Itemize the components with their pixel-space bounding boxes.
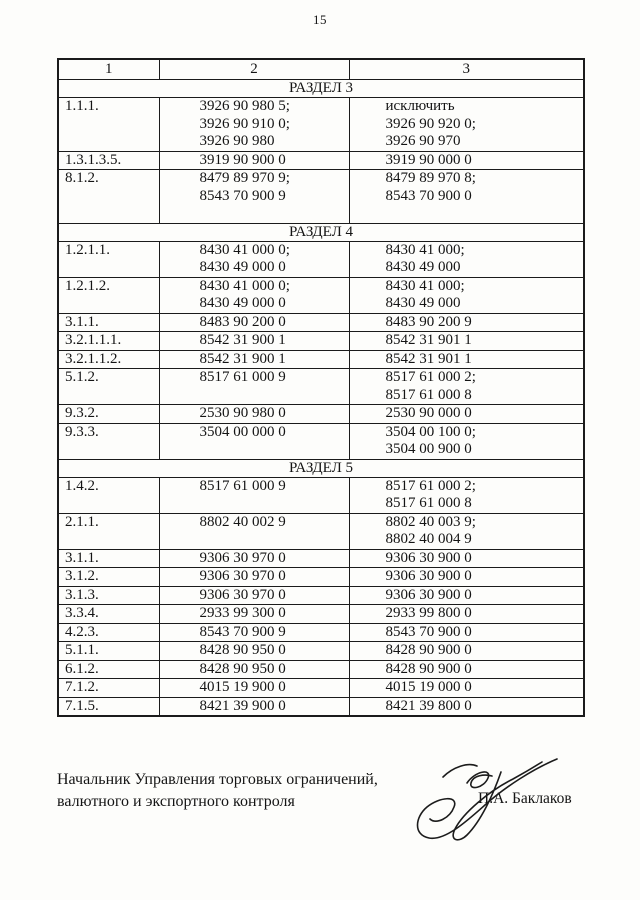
code-line: 8517 61 000 2; bbox=[385, 477, 476, 494]
code-line: 8428 90 950 0 bbox=[199, 642, 286, 658]
section-label: РАЗДЕЛ 3 bbox=[58, 80, 584, 98]
section-row bbox=[58, 223, 584, 241]
code-line: 8430 49 000 0 bbox=[199, 295, 286, 311]
code-line: 8428 90 900 0 bbox=[385, 642, 472, 658]
old-codes-cell bbox=[159, 170, 349, 224]
old-codes-cell bbox=[159, 605, 349, 624]
codes-table bbox=[57, 58, 585, 717]
code-line: 8542 31 900 1 bbox=[199, 332, 286, 348]
old-codes-cell bbox=[159, 98, 349, 152]
code-line: 4015 19 900 0 bbox=[199, 679, 286, 695]
new-codes-cell bbox=[349, 623, 584, 642]
table-header bbox=[58, 59, 584, 80]
new-codes-cell bbox=[349, 241, 584, 277]
row-code-cell: 3.1.1. bbox=[58, 549, 159, 568]
old-codes-cell bbox=[159, 549, 349, 568]
code-line: 3919 90 900 0 bbox=[199, 151, 286, 168]
table-row bbox=[58, 369, 584, 405]
row-code-cell: 3.1.3. bbox=[58, 586, 159, 605]
code-line bbox=[200, 205, 349, 223]
code-line: 8543 70 900 9 bbox=[199, 623, 286, 640]
row-code-cell: 3.3.4. bbox=[58, 605, 159, 624]
code-line: 8517 61 000 2; bbox=[385, 369, 476, 385]
code-line: 8543 70 900 0 bbox=[385, 187, 472, 204]
code-line: 8542 31 900 1 bbox=[199, 350, 286, 367]
table-row bbox=[58, 586, 584, 605]
code-line: 8421 39 900 0 bbox=[199, 697, 286, 714]
row-code-cell: 1.4.2. bbox=[58, 477, 159, 513]
row-code-cell: 2.1.1. bbox=[58, 513, 159, 549]
code-line: 8543 70 900 0 bbox=[385, 623, 472, 640]
code-line: 3926 90 970 bbox=[385, 133, 461, 149]
table-row bbox=[58, 697, 584, 716]
table-row bbox=[58, 513, 584, 549]
old-codes-cell bbox=[159, 369, 349, 405]
old-codes-cell bbox=[159, 423, 349, 459]
table-header-row bbox=[58, 59, 584, 80]
table-body bbox=[58, 80, 584, 717]
table-row bbox=[58, 151, 584, 170]
code-line: 2530 90 980 0 bbox=[199, 405, 286, 421]
row-code-cell: 3.2.1.1.1. bbox=[58, 332, 159, 351]
code-line: 3504 00 900 0 bbox=[385, 441, 472, 457]
page-number: 15 bbox=[313, 12, 327, 27]
code-line: 3919 90 000 0 bbox=[385, 151, 472, 168]
code-line: 9306 30 900 0 bbox=[385, 586, 472, 603]
row-code-cell: 7.1.2. bbox=[58, 679, 159, 698]
code-line: 3926 90 910 0; bbox=[199, 115, 290, 132]
row-code-cell: 5.1.1. bbox=[58, 642, 159, 661]
row-code-cell: 1.2.1.1. bbox=[58, 241, 159, 277]
new-codes-cell bbox=[349, 313, 584, 332]
code-line: 8517 61 000 8 bbox=[385, 495, 472, 511]
old-codes-cell bbox=[159, 642, 349, 661]
code-line: 8430 49 000 0 bbox=[199, 259, 286, 275]
code-line: 3926 90 920 0; bbox=[385, 115, 476, 132]
code-line: 9306 30 900 0 bbox=[385, 549, 472, 566]
code-line: 9306 30 900 0 bbox=[385, 568, 472, 584]
code-line: 9306 30 970 0 bbox=[199, 568, 286, 584]
row-code-cell: 6.1.2. bbox=[58, 660, 159, 679]
code-line: 3504 00 100 0; bbox=[385, 423, 476, 440]
new-codes-cell bbox=[349, 98, 584, 152]
code-line: 8542 31 901 1 bbox=[385, 332, 472, 348]
signature-block-title bbox=[57, 769, 417, 813]
code-line: 8479 89 970 8; bbox=[385, 170, 476, 186]
table-row bbox=[58, 313, 584, 332]
table-row bbox=[58, 679, 584, 698]
code-line: 8430 41 000 0; bbox=[199, 241, 290, 258]
new-codes-cell bbox=[349, 549, 584, 568]
table-row bbox=[58, 660, 584, 679]
code-line: 3926 90 980 5; bbox=[199, 98, 290, 114]
new-codes-cell bbox=[349, 277, 584, 313]
code-line: 8542 31 901 1 bbox=[385, 350, 472, 367]
row-code-cell: 9.3.2. bbox=[58, 405, 159, 424]
code-line: 2933 99 800 0 bbox=[385, 605, 472, 621]
signature-title-line1: Начальник Управления торговых ограничений, bbox=[57, 771, 378, 788]
old-codes-cell bbox=[159, 332, 349, 351]
row-code-cell: 4.2.3. bbox=[58, 623, 159, 642]
row-code-cell: 7.1.5. bbox=[58, 697, 159, 716]
code-line: 8428 90 950 0 bbox=[199, 660, 286, 677]
old-codes-cell bbox=[159, 350, 349, 369]
code-line: 8428 90 900 0 bbox=[385, 660, 472, 677]
new-codes-cell bbox=[349, 170, 584, 224]
table-row bbox=[58, 605, 584, 624]
signature-title-line2: валютного и экспортного контроля bbox=[57, 793, 295, 810]
old-codes-cell bbox=[159, 623, 349, 642]
column-header-3: 3 bbox=[349, 59, 584, 80]
old-codes-cell bbox=[159, 586, 349, 605]
row-code-cell: 3.1.1. bbox=[58, 313, 159, 332]
code-line: 9306 30 970 0 bbox=[199, 549, 286, 566]
row-code-cell: 1.2.1.2. bbox=[58, 277, 159, 313]
table-row bbox=[58, 98, 584, 152]
code-line: 8430 41 000; bbox=[385, 277, 465, 294]
new-codes-cell bbox=[349, 605, 584, 624]
old-codes-cell bbox=[159, 513, 349, 549]
section-label: РАЗДЕЛ 5 bbox=[58, 459, 584, 477]
code-line: 8430 49 000 bbox=[385, 295, 461, 311]
table-row bbox=[58, 332, 584, 351]
column-header-1: 1 bbox=[58, 59, 159, 80]
table-row bbox=[58, 623, 584, 642]
new-codes-cell bbox=[349, 568, 584, 587]
old-codes-cell bbox=[159, 660, 349, 679]
column-header-2: 2 bbox=[159, 59, 349, 80]
code-line: 8430 49 000 bbox=[385, 259, 461, 275]
code-line: 8802 40 002 9 bbox=[199, 513, 286, 530]
code-line: 4015 19 000 0 bbox=[385, 679, 472, 695]
code-line: 8483 90 200 9 bbox=[385, 313, 472, 330]
old-codes-cell bbox=[159, 405, 349, 424]
row-code-cell: 1.1.1. bbox=[58, 98, 159, 152]
new-codes-cell bbox=[349, 477, 584, 513]
code-line bbox=[386, 205, 584, 223]
new-codes-cell bbox=[349, 350, 584, 369]
row-code-cell: 3.1.2. bbox=[58, 568, 159, 587]
code-line: 8543 70 900 9 bbox=[199, 187, 286, 204]
section-row bbox=[58, 80, 584, 98]
old-codes-cell bbox=[159, 477, 349, 513]
code-line: 3504 00 000 0 bbox=[199, 423, 286, 440]
row-code-cell: 8.1.2. bbox=[58, 170, 159, 224]
signer-name: П.А. Баклаков bbox=[478, 790, 572, 807]
new-codes-cell bbox=[349, 405, 584, 424]
table-row bbox=[58, 642, 584, 661]
table-row bbox=[58, 277, 584, 313]
signature-scribble-icon bbox=[405, 747, 570, 852]
code-line: 8421 39 800 0 bbox=[385, 697, 472, 714]
code-line: 8430 41 000; bbox=[385, 241, 465, 258]
code-line: 8517 61 000 8 bbox=[385, 386, 472, 403]
new-codes-cell bbox=[349, 642, 584, 661]
new-codes-cell bbox=[349, 423, 584, 459]
row-code-cell: 3.2.1.1.2. bbox=[58, 350, 159, 369]
code-line: исключить bbox=[385, 98, 455, 114]
new-codes-cell bbox=[349, 332, 584, 351]
code-line: 8517 61 000 9 bbox=[199, 369, 286, 385]
new-codes-cell bbox=[349, 369, 584, 405]
new-codes-cell bbox=[349, 697, 584, 716]
new-codes-cell bbox=[349, 586, 584, 605]
new-codes-cell bbox=[349, 151, 584, 170]
new-codes-cell bbox=[349, 679, 584, 698]
section-label: РАЗДЕЛ 4 bbox=[58, 223, 584, 241]
old-codes-cell bbox=[159, 313, 349, 332]
table-row bbox=[58, 170, 584, 224]
row-code-cell: 9.3.3. bbox=[58, 423, 159, 459]
new-codes-cell bbox=[349, 660, 584, 679]
table-row bbox=[58, 241, 584, 277]
old-codes-cell bbox=[159, 697, 349, 716]
code-line: 8479 89 970 9; bbox=[199, 170, 290, 186]
old-codes-cell bbox=[159, 151, 349, 170]
table-row bbox=[58, 568, 584, 587]
old-codes-cell bbox=[159, 679, 349, 698]
code-line: 8483 90 200 0 bbox=[199, 313, 286, 330]
code-line: 2530 90 000 0 bbox=[385, 405, 472, 421]
table-row bbox=[58, 405, 584, 424]
table-row bbox=[58, 350, 584, 369]
table-row bbox=[58, 423, 584, 459]
code-line: 2933 99 300 0 bbox=[199, 605, 286, 621]
table-row bbox=[58, 549, 584, 568]
new-codes-cell bbox=[349, 513, 584, 549]
section-row bbox=[58, 459, 584, 477]
row-code-cell: 5.1.2. bbox=[58, 369, 159, 405]
code-line: 8517 61 000 9 bbox=[199, 477, 286, 494]
code-line: 9306 30 970 0 bbox=[199, 586, 286, 603]
table-row bbox=[58, 477, 584, 513]
code-line: 3926 90 980 bbox=[199, 133, 275, 149]
row-code-cell: 1.3.1.3.5. bbox=[58, 151, 159, 170]
old-codes-cell bbox=[159, 277, 349, 313]
code-line: 8430 41 000 0; bbox=[199, 277, 290, 294]
old-codes-cell bbox=[159, 568, 349, 587]
old-codes-cell bbox=[159, 241, 349, 277]
code-line: 8802 40 004 9 bbox=[385, 531, 472, 547]
code-line: 8802 40 003 9; bbox=[385, 513, 476, 530]
